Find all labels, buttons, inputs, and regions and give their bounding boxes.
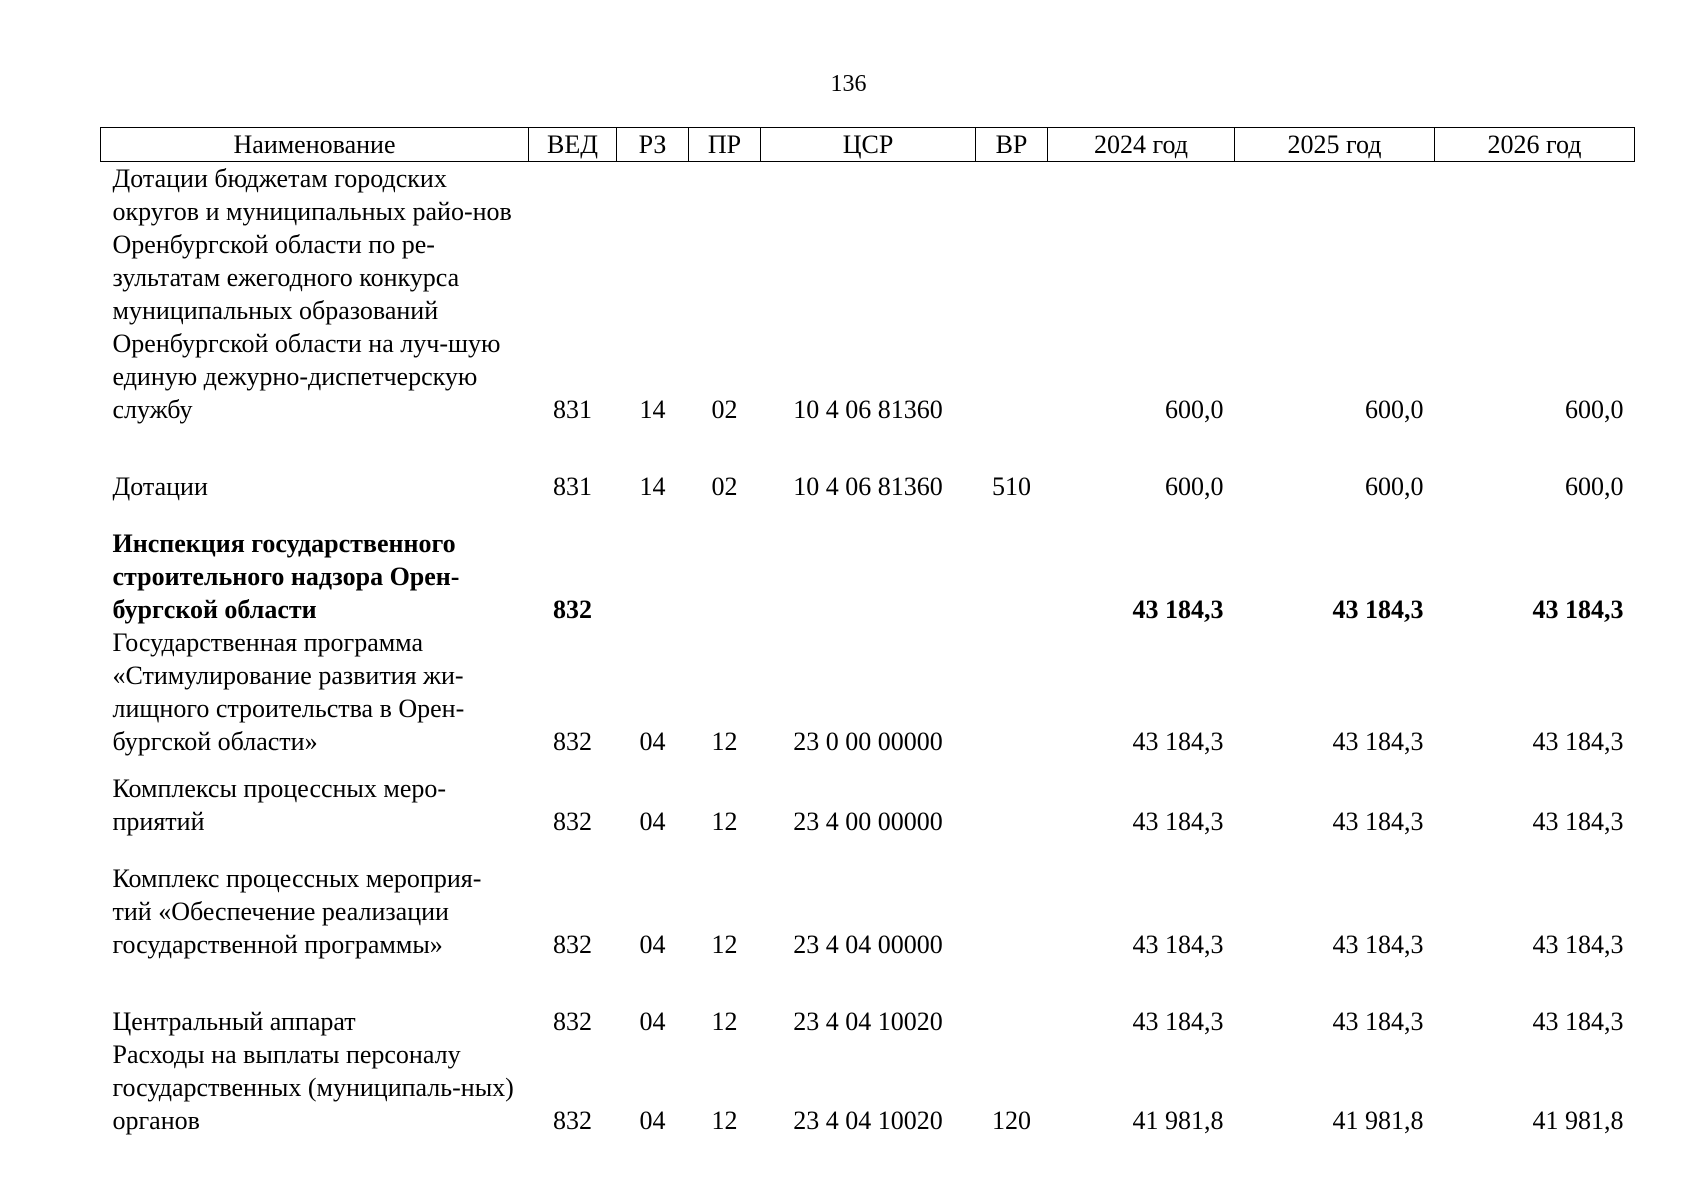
header-2024: 2024 год xyxy=(1048,128,1235,162)
row-vr xyxy=(976,503,1048,626)
row-rz: 04 xyxy=(639,930,666,959)
row-csr: 23 4 04 10020 xyxy=(793,1007,943,1036)
row-vr: 510 xyxy=(992,472,1031,501)
row-name: Дотации бюджетам городских округов и муниципальных райо-нов Оренбургской области по ре-зультатам ежегодного конкурса муниципальных образований Оренбургской области на луч-шую единую дежурно-диспетчерскую службу xyxy=(112,164,512,424)
row-ved: 832 xyxy=(553,595,592,624)
row-name: Инспекция государственного строительного надзора Орен-бургской области xyxy=(112,529,460,624)
row-2024: 600,0 xyxy=(1165,472,1224,501)
row-2025: 41 981,8 xyxy=(1332,1106,1424,1135)
row-ved: 832 xyxy=(553,1106,592,1135)
row-csr: 10 4 06 81360 xyxy=(793,472,943,501)
row-vr xyxy=(976,961,1048,1038)
row-2026: 43 184,3 xyxy=(1532,1007,1624,1036)
row-2026: 41 981,8 xyxy=(1532,1106,1624,1135)
row-pr: 12 xyxy=(711,1106,738,1135)
row-rz: 14 xyxy=(639,395,666,424)
table-row xyxy=(101,426,1635,503)
table-row-section xyxy=(101,503,1635,626)
page-number: 136 xyxy=(830,71,867,97)
row-name: Комплексы процессных меро-приятий xyxy=(112,774,447,836)
row-rz: 14 xyxy=(639,472,666,501)
row-rz: 04 xyxy=(639,1106,666,1135)
table-header-row xyxy=(101,128,1635,162)
row-2026: 600,0 xyxy=(1565,395,1624,424)
table-row xyxy=(101,1038,1635,1137)
row-2025: 43 184,3 xyxy=(1332,595,1424,624)
header-2025: 2025 год xyxy=(1235,128,1435,162)
row-rz xyxy=(617,503,689,626)
row-name: Государственная программа «Стимулирование развития жи-лищного строительства в Орен-бургской области» xyxy=(112,628,465,756)
row-2026: 43 184,3 xyxy=(1532,727,1624,756)
row-pr: 02 xyxy=(711,395,738,424)
header-2026: 2026 год xyxy=(1435,128,1635,162)
row-name: Центральный аппарат xyxy=(112,1007,356,1036)
table-row xyxy=(101,758,1635,838)
row-ved: 832 xyxy=(553,1007,592,1036)
row-csr: 10 4 06 81360 xyxy=(793,395,943,424)
row-name: Дотации xyxy=(112,472,208,501)
row-vr xyxy=(976,838,1048,961)
row-name: Комплекс процессных мероприя-тий «Обеспечение реализации государственной программы» xyxy=(112,864,482,959)
row-name: Расходы на выплаты персоналу государственных (муниципаль-ных) органов xyxy=(112,1040,514,1135)
row-2024: 600,0 xyxy=(1165,395,1224,424)
row-2024: 41 981,8 xyxy=(1132,1106,1224,1135)
budget-table xyxy=(100,127,1635,1137)
row-pr: 02 xyxy=(711,472,738,501)
row-2025: 600,0 xyxy=(1365,395,1424,424)
row-2026: 43 184,3 xyxy=(1532,930,1624,959)
row-csr xyxy=(761,503,976,626)
table-row xyxy=(101,838,1635,961)
row-vr xyxy=(976,162,1048,427)
row-2026: 43 184,3 xyxy=(1532,595,1624,624)
header-name: Наименование xyxy=(101,128,529,162)
row-2026: 600,0 xyxy=(1565,472,1624,501)
row-2025: 43 184,3 xyxy=(1332,1007,1424,1036)
row-csr: 23 4 04 10020 xyxy=(793,1106,943,1135)
row-2024: 43 184,3 xyxy=(1132,807,1224,836)
budget-table-container xyxy=(100,127,1635,1137)
row-pr: 12 xyxy=(711,930,738,959)
header-pr: ПР xyxy=(689,128,761,162)
row-csr: 23 4 00 00000 xyxy=(793,807,943,836)
row-ved: 831 xyxy=(553,472,592,501)
row-vr xyxy=(976,626,1048,758)
row-2024: 43 184,3 xyxy=(1132,930,1224,959)
row-2024: 43 184,3 xyxy=(1132,1007,1224,1036)
row-2024: 43 184,3 xyxy=(1132,727,1224,756)
row-csr: 23 0 00 00000 xyxy=(793,727,943,756)
row-ved: 832 xyxy=(553,930,592,959)
table-row xyxy=(101,626,1635,758)
row-vr xyxy=(976,758,1048,838)
row-pr: 12 xyxy=(711,1007,738,1036)
row-ved: 832 xyxy=(553,727,592,756)
row-2026: 43 184,3 xyxy=(1532,807,1624,836)
row-2024: 43 184,3 xyxy=(1132,595,1224,624)
header-csr: ЦСР xyxy=(761,128,976,162)
row-2025: 43 184,3 xyxy=(1332,930,1424,959)
row-pr xyxy=(689,503,761,626)
row-ved: 832 xyxy=(553,807,592,836)
header-ved: ВЕД xyxy=(529,128,617,162)
row-ved: 831 xyxy=(553,395,592,424)
row-rz: 04 xyxy=(639,727,666,756)
row-csr: 23 4 04 00000 xyxy=(793,930,943,959)
table-row xyxy=(101,162,1635,427)
row-vr: 120 xyxy=(992,1106,1031,1135)
row-pr: 12 xyxy=(711,807,738,836)
row-rz: 04 xyxy=(639,807,666,836)
header-rz: РЗ xyxy=(617,128,689,162)
row-rz: 04 xyxy=(639,1007,666,1036)
header-vr: ВР xyxy=(976,128,1048,162)
row-2025: 43 184,3 xyxy=(1332,727,1424,756)
table-row xyxy=(101,961,1635,1038)
row-2025: 43 184,3 xyxy=(1332,807,1424,836)
row-2025: 600,0 xyxy=(1365,472,1424,501)
row-pr: 12 xyxy=(711,727,738,756)
